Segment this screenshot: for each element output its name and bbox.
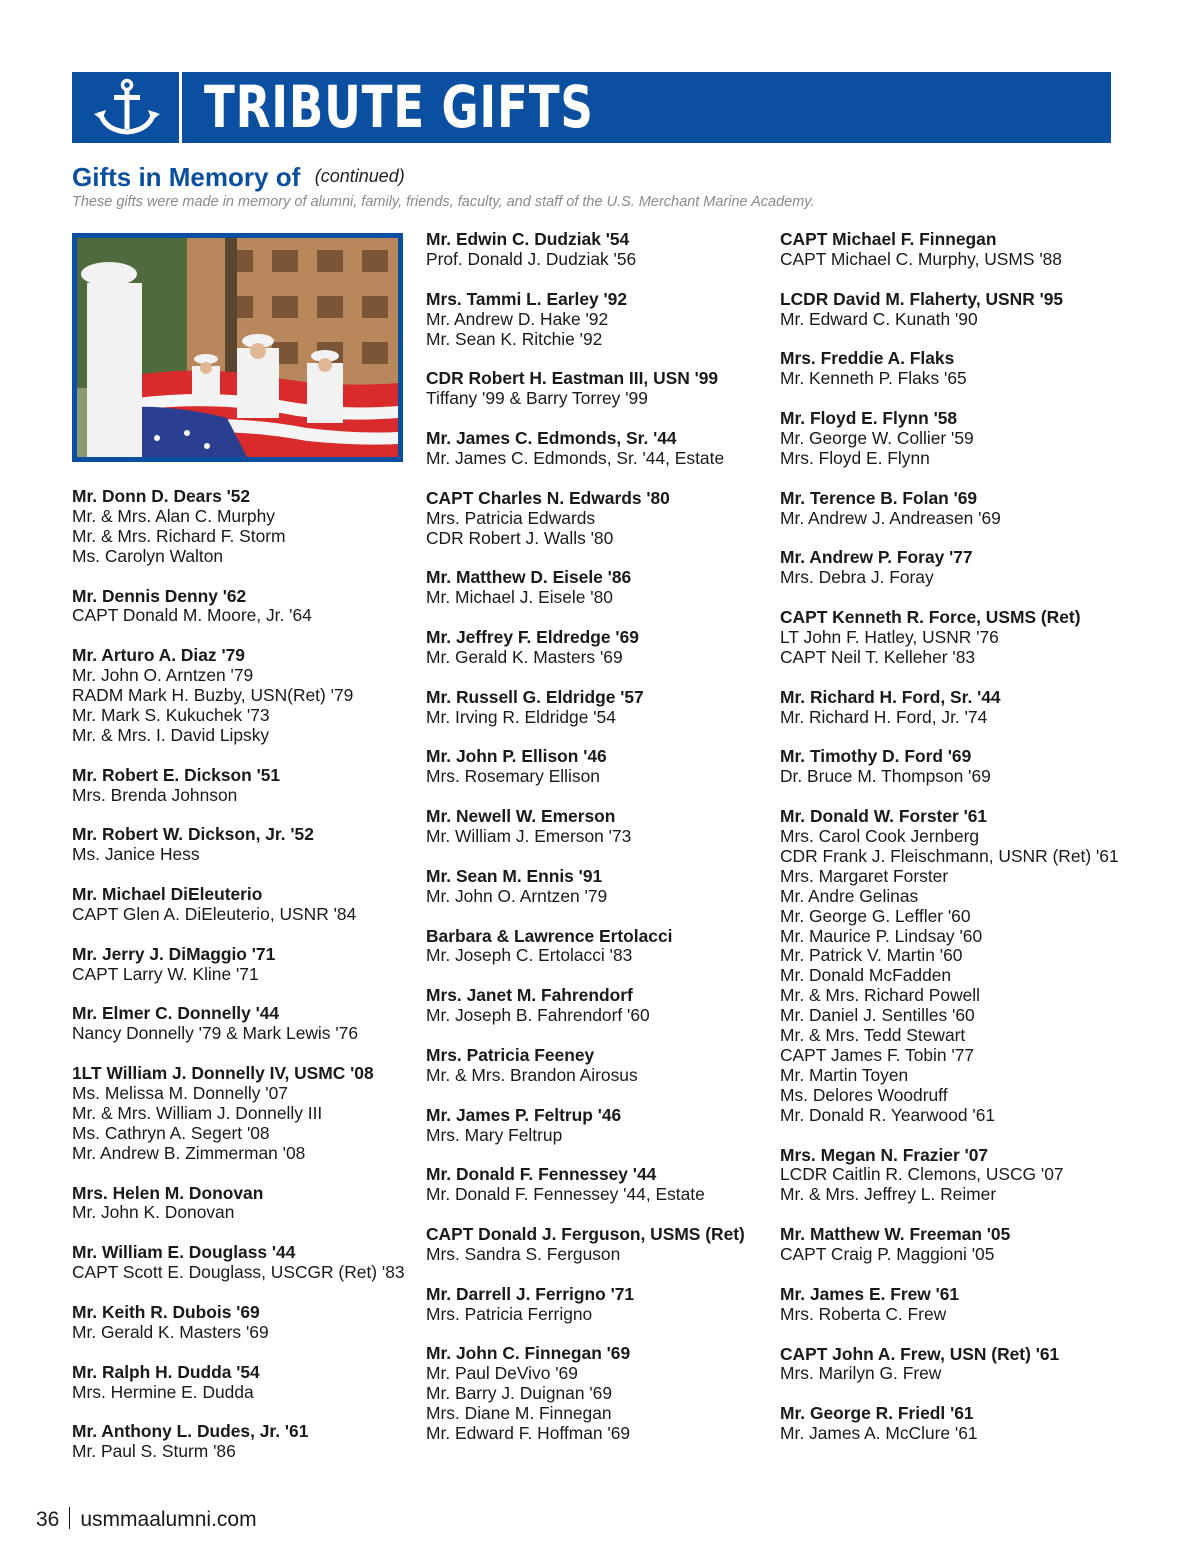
tribute-entry <box>426 1106 771 1146</box>
honoree-name: Mr. Keith R. Dubois '69 <box>72 1301 260 1322</box>
tribute-entry <box>780 489 1125 529</box>
donor-name: Mr. Barry J. Duignan '69 <box>426 1383 612 1404</box>
honoree-name: Barbara & Lawrence Ertolacci <box>426 925 673 946</box>
honoree-name: Mr. Floyd E. Flynn '58 <box>780 408 958 429</box>
donor-name: Mr. Paul DeVivo '69 <box>426 1363 578 1384</box>
donor-name: Mr. Donald McFadden <box>780 965 952 986</box>
donor-name: CDR Robert J. Walls '80 <box>426 527 614 548</box>
honoree-name: Mr. Matthew W. Freeman '05 <box>780 1224 1011 1245</box>
donor-name: Mr. Joseph C. Ertolacci '83 <box>426 945 633 966</box>
donor-name: Ms. Janice Hess <box>72 844 200 865</box>
tribute-entry <box>426 807 771 847</box>
donor-name: Mrs. Rosemary Ellison <box>426 766 600 787</box>
honoree-name: Mr. James E. Frew '61 <box>780 1283 960 1304</box>
tribute-entry <box>72 1243 417 1283</box>
donor-name: Mr. George W. Collier '59 <box>780 428 974 449</box>
tribute-entry <box>780 409 1125 469</box>
donor-name: Mr. Edward F. Hoffman '69 <box>426 1423 631 1444</box>
donor-name: Mr. Richard H. Ford, Jr. '74 <box>780 706 988 727</box>
honoree-name: Mrs. Janet M. Fahrendorf <box>426 985 633 1006</box>
donor-name: Mrs. Sandra S. Ferguson <box>426 1243 621 1264</box>
honoree-name: Mr. Elmer C. Donnelly '44 <box>72 1003 280 1024</box>
photo-illustration <box>77 238 398 457</box>
donor-name: Tiffany '99 & Barry Torrey '99 <box>426 388 648 409</box>
honoree-name: Mr. Michael DiEleuterio <box>72 884 263 905</box>
tribute-entry <box>426 568 771 608</box>
donor-name: CDR Frank J. Fleischmann, USNR (Ret) '61 <box>780 845 1119 866</box>
honoree-name: CAPT Donald J. Ferguson, USMS (Ret) <box>426 1224 745 1245</box>
tribute-entry <box>780 1285 1125 1325</box>
honoree-name: Mr. Donald F. Fennessey '44 <box>426 1164 657 1185</box>
tribute-entry <box>72 1303 417 1343</box>
tribute-entry <box>426 1285 771 1325</box>
honoree-name: CAPT Charles N. Edwards '80 <box>426 487 670 508</box>
donor-name: Mr. Michael J. Eisele '80 <box>426 587 613 608</box>
donor-name: Mrs. Patricia Ferrigno <box>426 1303 593 1324</box>
donor-name: Mrs. Carol Cook Jernberg <box>780 826 980 847</box>
honoree-name: Mr. Jeffrey F. Eldredge '69 <box>426 627 639 648</box>
honoree-name: Mr. Ralph H. Dudda '54 <box>72 1361 260 1382</box>
donor-name: Mr. Gerald K. Masters '69 <box>72 1321 269 1342</box>
tribute-entry <box>426 369 771 409</box>
honoree-name: CDR Robert H. Eastman III, USN '99 <box>426 368 719 389</box>
honoree-name: Mr. William E. Douglass '44 <box>72 1242 296 1263</box>
donor-name: Mr. Daniel J. Sentilles '60 <box>780 1005 975 1026</box>
continued-label: (continued) <box>314 166 405 186</box>
tribute-entry <box>426 1225 771 1265</box>
donor-name: Mr. & Mrs. William J. Donnelly III <box>72 1102 323 1123</box>
donor-name: Mrs. Margaret Forster <box>780 865 949 886</box>
tribute-entry <box>72 945 417 985</box>
column-3 <box>780 230 1125 1464</box>
donor-name: LCDR Caitlin R. Clemons, USCG '07 <box>780 1164 1064 1185</box>
tribute-entry <box>780 747 1125 787</box>
tribute-entry <box>426 867 771 907</box>
donor-name: Ms. Carolyn Walton <box>72 545 224 566</box>
honoree-name: Mr. Donn D. Dears '52 <box>72 486 251 506</box>
honoree-name: Mr. Newell W. Emerson <box>426 806 616 827</box>
section-heading <box>72 162 405 193</box>
donor-name: Mr. George G. Leffler '60 <box>780 905 971 926</box>
honoree-name: Mr. Russell G. Eldridge '57 <box>426 686 644 707</box>
donor-name: Ms. Cathryn A. Segert '08 <box>72 1122 270 1143</box>
donor-name: Mr. John K. Donovan <box>72 1202 235 1223</box>
honoree-name: Mr. Dennis Denny '62 <box>72 585 247 606</box>
donor-name: Mr. James C. Edmonds, Sr. '44, Estate <box>426 447 725 468</box>
donor-name: Mrs. Debra J. Foray <box>780 567 934 588</box>
section-title: Gifts in Memory of <box>72 162 301 192</box>
honoree-name: Mr. James C. Edmonds, Sr. '44 <box>426 428 677 449</box>
tribute-entry <box>72 1064 417 1164</box>
honoree-name: Mr. James P. Feltrup '46 <box>426 1104 622 1125</box>
donor-name: Mr. Mark S. Kukuchek '73 <box>72 704 270 725</box>
tribute-entry <box>72 487 417 567</box>
honoree-name: LCDR David M. Flaherty, USNR '95 <box>780 288 1064 309</box>
donor-name: Mrs. Mary Feltrup <box>426 1124 563 1145</box>
column-2 <box>426 230 771 1464</box>
donor-name: LT John F. Hatley, USNR '76 <box>780 627 999 648</box>
donor-name: Ms. Delores Woodruff <box>780 1084 948 1105</box>
donor-name: Mr. & Mrs. Richard Powell <box>780 985 981 1006</box>
honoree-name: Mr. Matthew D. Eisele '86 <box>426 567 632 588</box>
honoree-name: CAPT John A. Frew, USN (Ret) '61 <box>780 1343 1060 1364</box>
donor-name: Mr. Andre Gelinas <box>780 885 919 906</box>
donor-name: Mr. Patrick V. Martin '60 <box>780 945 963 966</box>
donor-name: Mrs. Hermine E. Dudda <box>72 1381 254 1402</box>
honoree-name: Mrs. Helen M. Donovan <box>72 1182 264 1203</box>
honoree-name: Mr. Robert W. Dickson, Jr. '52 <box>72 824 314 845</box>
honoree-name: Mr. John P. Ellison '46 <box>426 746 607 767</box>
donor-name: CAPT Neil T. Kelleher '83 <box>780 646 976 667</box>
tribute-entry <box>780 807 1125 1126</box>
donor-name: Mrs. Brenda Johnson <box>72 784 238 805</box>
donor-name: CAPT Craig P. Maggioni '05 <box>780 1244 995 1265</box>
title-banner <box>72 72 1111 143</box>
tribute-entry <box>426 986 771 1026</box>
honoree-name: Mr. Richard H. Ford, Sr. '44 <box>780 686 1001 707</box>
tribute-entry <box>72 825 417 865</box>
tribute-entry <box>426 290 771 350</box>
donor-name: Mr. William J. Emerson '73 <box>426 826 632 847</box>
tribute-entry <box>426 688 771 728</box>
honoree-name: Mr. Terence B. Folan '69 <box>780 487 978 508</box>
tribute-entry <box>780 1225 1125 1265</box>
tribute-entry <box>780 548 1125 588</box>
honoree-name: Mr. Anthony L. Dudes, Jr. '61 <box>72 1421 309 1442</box>
honoree-name: Mr. Arturo A. Diaz '79 <box>72 645 245 666</box>
donor-name: Mr. Sean K. Ritchie '92 <box>426 328 603 349</box>
donor-name: Mrs. Roberta C. Frew <box>780 1303 947 1324</box>
honoree-name: Mrs. Freddie A. Flaks <box>780 348 955 369</box>
honoree-name: Mrs. Patricia Feeney <box>426 1044 595 1065</box>
donor-name: CAPT Donald M. Moore, Jr. '64 <box>72 605 312 626</box>
honoree-name: Mr. Robert E. Dickson '51 <box>72 764 281 785</box>
tribute-entry <box>72 587 417 627</box>
honoree-name: Mr. Edwin C. Dudziak '54 <box>426 229 630 249</box>
tribute-entry <box>426 489 771 549</box>
honoree-name: Mrs. Tammi L. Earley '92 <box>426 288 627 309</box>
tribute-entry <box>780 1146 1125 1206</box>
honoree-name: Mr. Jerry J. DiMaggio '71 <box>72 943 276 964</box>
donor-name: Ms. Melissa M. Donnelly '07 <box>72 1083 288 1104</box>
tribute-entry <box>426 747 771 787</box>
banner-title: TRIBUTE GIFTS <box>204 73 594 141</box>
donor-name: Mr. John O. Arntzen '79 <box>72 665 254 686</box>
donor-name: Mr. Paul S. Sturm '86 <box>72 1441 236 1462</box>
donor-name: Mr. & Mrs. Tedd Stewart <box>780 1025 966 1046</box>
donor-name: RADM Mark H. Buzby, USN(Ret) '79 <box>72 685 354 706</box>
tribute-entry <box>72 885 417 925</box>
donor-name: Mr. & Mrs. Alan C. Murphy <box>72 505 275 526</box>
tribute-entry <box>426 429 771 469</box>
tribute-entry <box>426 927 771 967</box>
footer-website: usmmaalumni.com <box>80 1508 257 1531</box>
donor-name: Mr. & Mrs. Richard F. Storm <box>72 525 286 546</box>
donor-name: CAPT Scott E. Douglass, USCGR (Ret) '83 <box>72 1262 405 1283</box>
donor-name: CAPT Larry W. Kline '71 <box>72 963 259 984</box>
section-subtitle: These gifts were made in memory of alumni, family, friends, faculty, and staff of the U.S. Merchant Marine Academy. <box>72 194 815 210</box>
honoree-name: Mrs. Megan N. Frazier '07 <box>780 1144 989 1165</box>
honoree-name: CAPT Michael F. Finnegan <box>780 229 997 249</box>
banner-divider <box>179 72 182 143</box>
page-number: 36 <box>36 1508 60 1531</box>
tribute-entry <box>780 688 1125 728</box>
donor-name: Mr. Maurice P. Lindsay '60 <box>780 925 983 946</box>
donor-name: Mr. Andrew J. Andreasen '69 <box>780 507 1001 528</box>
donor-name: Mr. Andrew B. Zimmerman '08 <box>72 1142 306 1163</box>
donor-name: Mr. & Mrs. Jeffrey L. Reimer <box>780 1184 997 1205</box>
tribute-entry <box>426 230 771 270</box>
page-footer <box>36 1507 257 1532</box>
tribute-entry <box>72 1004 417 1044</box>
donor-name: Mrs. Marilyn G. Frew <box>780 1363 942 1384</box>
tribute-entry <box>780 290 1125 330</box>
tribute-entry <box>780 349 1125 389</box>
honoree-name: Mr. George R. Friedl '61 <box>780 1403 974 1424</box>
tribute-entry <box>72 766 417 806</box>
donor-name: Mr. Gerald K. Masters '69 <box>426 646 623 667</box>
donor-name: Mrs. Patricia Edwards <box>426 507 596 528</box>
honoree-name: Mr. Andrew P. Foray '77 <box>780 547 973 568</box>
donor-name: Dr. Bruce M. Thompson '69 <box>780 766 991 787</box>
tribute-entry <box>72 1363 417 1403</box>
honoree-name: 1LT William J. Donnelly IV, USMC '08 <box>72 1063 374 1084</box>
tribute-entry <box>780 1404 1125 1444</box>
donor-name: Mr. Irving R. Eldridge '54 <box>426 706 616 727</box>
honoree-name: Mr. Darrell J. Ferrigno '71 <box>426 1283 635 1304</box>
tribute-entry <box>72 1422 417 1462</box>
donor-name: Prof. Donald J. Dudziak '56 <box>426 248 637 269</box>
tribute-entry <box>780 608 1125 668</box>
donor-name: Mr. Joseph B. Fahrendorf '60 <box>426 1005 650 1026</box>
honoree-name: Mr. Timothy D. Ford '69 <box>780 746 972 767</box>
tribute-entry <box>426 1165 771 1205</box>
tribute-entry <box>780 230 1125 270</box>
donor-name: Mr. John O. Arntzen '79 <box>426 885 608 906</box>
honoree-name: Mr. Donald W. Forster '61 <box>780 806 988 827</box>
donor-name: Mr. Edward C. Kunath '90 <box>780 308 978 329</box>
honoree-name: Mr. John C. Finnegan '69 <box>426 1343 631 1364</box>
donor-name: Mr. Andrew D. Hake '92 <box>426 308 609 329</box>
tribute-entry <box>426 628 771 668</box>
donor-name: Mr. Donald F. Fennessey '44, Estate <box>426 1184 705 1205</box>
tribute-entry <box>426 1344 771 1444</box>
column-1 <box>72 487 417 1482</box>
tribute-entry <box>72 646 417 746</box>
flag-ceremony-photo <box>72 233 403 462</box>
tribute-entry <box>72 1184 417 1224</box>
donor-name: Mr. Kenneth P. Flaks '65 <box>780 368 967 389</box>
donor-name: CAPT Glen A. DiEleuterio, USNR '84 <box>72 903 357 924</box>
donor-name: Mr. & Mrs. I. David Lipsky <box>72 724 270 745</box>
honoree-name: Mr. Sean M. Ennis '91 <box>426 865 603 886</box>
tribute-entry <box>780 1345 1125 1385</box>
donor-name: Mr. Donald R. Yearwood '61 <box>780 1104 996 1125</box>
donor-name: Mrs. Diane M. Finnegan <box>426 1403 612 1424</box>
anchor-icon <box>92 78 162 138</box>
donor-name: CAPT Michael C. Murphy, USMS '88 <box>780 248 1062 269</box>
donor-name: Mr. & Mrs. Brandon Airosus <box>426 1064 638 1085</box>
donor-name: Nancy Donnelly '79 & Mark Lewis '76 <box>72 1023 358 1044</box>
donor-name: CAPT James F. Tobin '77 <box>780 1045 975 1066</box>
footer-separator <box>69 1507 70 1529</box>
donor-name: Mr. Martin Toyen <box>780 1064 909 1085</box>
honoree-name: CAPT Kenneth R. Force, USMS (Ret) <box>780 607 1081 628</box>
donor-name: Mr. James A. McClure '61 <box>780 1423 978 1444</box>
donor-name: Mrs. Floyd E. Flynn <box>780 447 930 468</box>
tribute-entry <box>426 1046 771 1086</box>
